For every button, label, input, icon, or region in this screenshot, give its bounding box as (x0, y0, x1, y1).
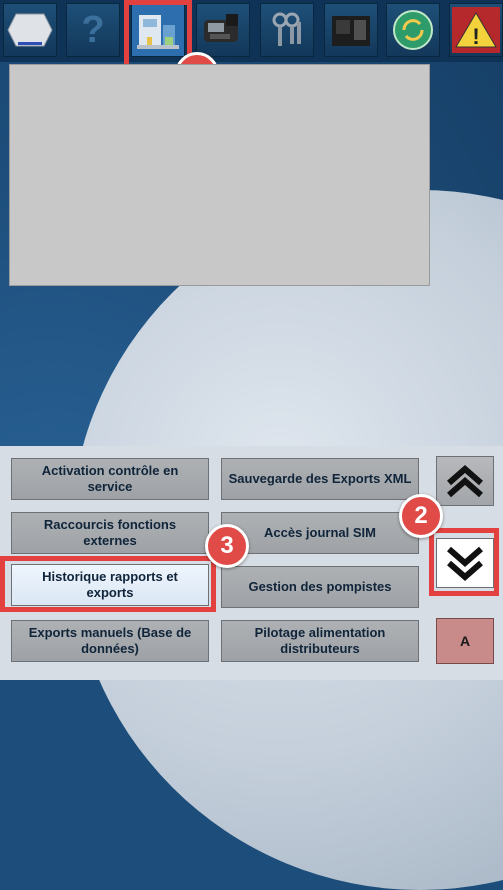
pilotage-alimentation-button[interactable]: Pilotage alimentation distributeurs (221, 620, 419, 662)
double-chevron-up-icon (443, 463, 487, 499)
historique-rapports-button[interactable]: Historique rapports et exports (11, 564, 209, 606)
toolbar-home[interactable] (3, 3, 57, 57)
sync-icon (390, 7, 436, 53)
toolbar-payment-terminal[interactable] (196, 3, 250, 57)
sauvegarde-exports-button[interactable]: Sauvegarde des Exports XML (221, 458, 419, 500)
cash-register-icon (328, 10, 374, 50)
activation-controle-button[interactable]: Activation contrôle en service (11, 458, 209, 500)
preview-panel (9, 64, 430, 286)
toolbar-cash-register[interactable] (324, 3, 378, 57)
keys-icon (264, 8, 310, 52)
acces-journal-button[interactable]: Accès journal SIM (221, 512, 419, 554)
toolbar-sync[interactable] (386, 3, 440, 57)
gestion-pompistes-button[interactable]: Gestion des pompistes (221, 566, 419, 608)
scroll-up-button[interactable] (436, 456, 494, 506)
a-button[interactable]: A (436, 618, 494, 664)
hexagon-icon (6, 10, 54, 50)
step-badge-3: 3 (205, 524, 249, 568)
exports-manuels-button[interactable]: Exports manuels (Base de données) (11, 620, 209, 662)
highlight-frame-scroll-down (429, 528, 499, 596)
highlight-frame-historique (0, 556, 216, 612)
svg-text:!: ! (472, 24, 480, 49)
step-badge-2: 2 (399, 494, 443, 538)
help-icon: ? (81, 8, 105, 51)
raccourcis-fonctions-button[interactable]: Raccourcis fonctions externes (11, 512, 209, 554)
payment-terminal-icon (200, 10, 246, 50)
warning-icon (452, 7, 500, 53)
toolbar-keys[interactable] (260, 3, 314, 57)
top-toolbar (0, 0, 503, 62)
toolbar-help[interactable] (66, 3, 120, 57)
toolbar-alert[interactable] (449, 3, 503, 57)
